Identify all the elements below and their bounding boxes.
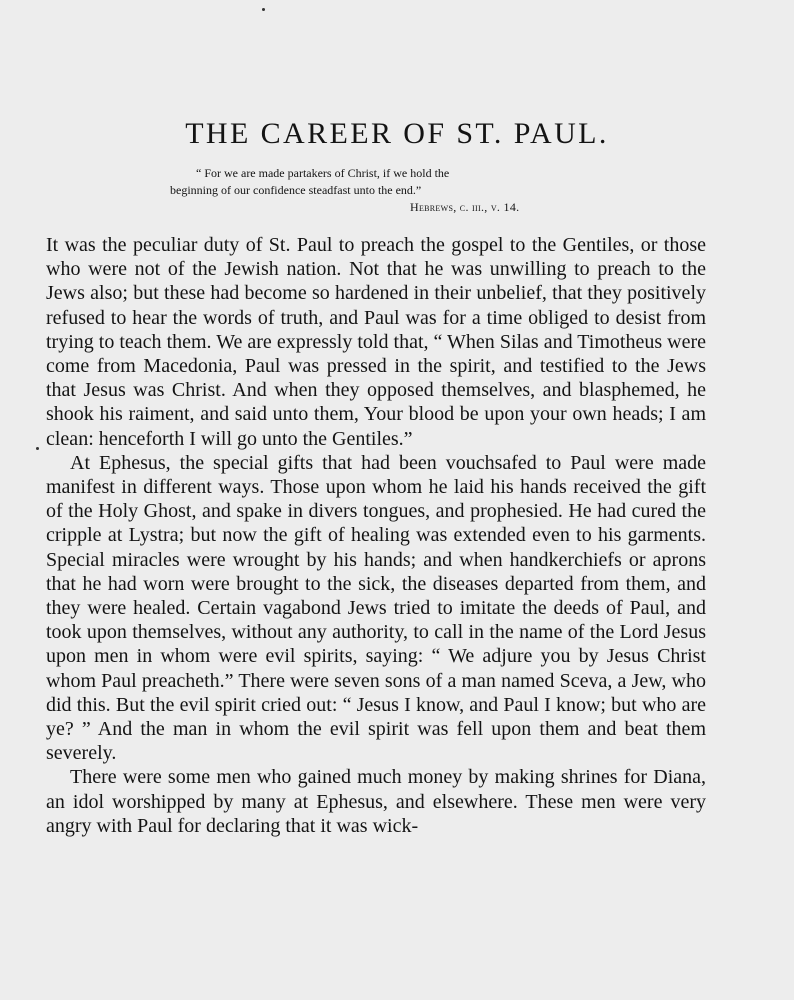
article-title: THE CAREER OF ST. PAUL. xyxy=(185,117,609,150)
ink-speck xyxy=(262,8,265,11)
paragraph-2: At Ephesus, the special gifts that had been vouchsafed to Paul were made manifest in different ways. Those upon whom he laid his hands received the gift of the Holy Ghost, and spake in divers tongues, and prophesied. He had cured the cripple at Lystra; but now the gift of healing was extended even to his garments. Special miracles were wrought by his hands; and when handkerchiefs or aprons that he had worn were brought to the sick, the diseases departed from them, and they were healed. Certain vagabond Jews tried to imitate the deeds of Paul, and took upon themselves, without any authority, to call in the name of the Lord Jesus upon men in whom were evil spirits, saying: “ We adjure you by Jesus Christ whom Paul preacheth.” There were seven sons of a man named Sceva, a Jew, who did this. But the evil spirit cried out: “ Jesus I know, and Paul I know; but who are ye? ” And the man in whom the evil spirit was fell upon them and beat them severely. xyxy=(46,451,706,765)
epigraph-line-1: “ For we are made partakers of Christ, if we hold the xyxy=(196,166,450,180)
epigraph xyxy=(170,165,600,216)
paragraph-3: There were some men who gained much money by making shrines for Diana, an idol worshipped by many at Ephesus, and elsewhere. These men were very angry with Paul for declaring that it was wick- xyxy=(46,766,706,837)
epigraph-line-2: beginning of our confidence steadfast unto the end.” xyxy=(170,183,422,197)
article-body xyxy=(46,233,706,838)
epigraph-citation: Hebrews, c. iii., v. 14. xyxy=(410,200,520,214)
ink-speck xyxy=(36,447,39,450)
paragraph-1: It was the peculiar duty of St. Paul to preach the gospel to the Gentiles, or those who were not of the Jewish nation. Not that he was unwilling to preach to the Jews also; but these had become so hardened in their unbelief, that they positively refused to hear the words of truth, and Paul was for a time obliged to desist from trying to teach them. We are expressly told that, “ When Silas and Timotheus were come from Macedonia, Paul was pressed in the spirit, and testified to the Jews that Jesus was Christ. And when they opposed themselves, and blasphemed, he shook his raiment, and said unto them, Your blood be upon your own heads; I am clean: henceforth I will go unto the Gentiles.” xyxy=(46,234,706,450)
